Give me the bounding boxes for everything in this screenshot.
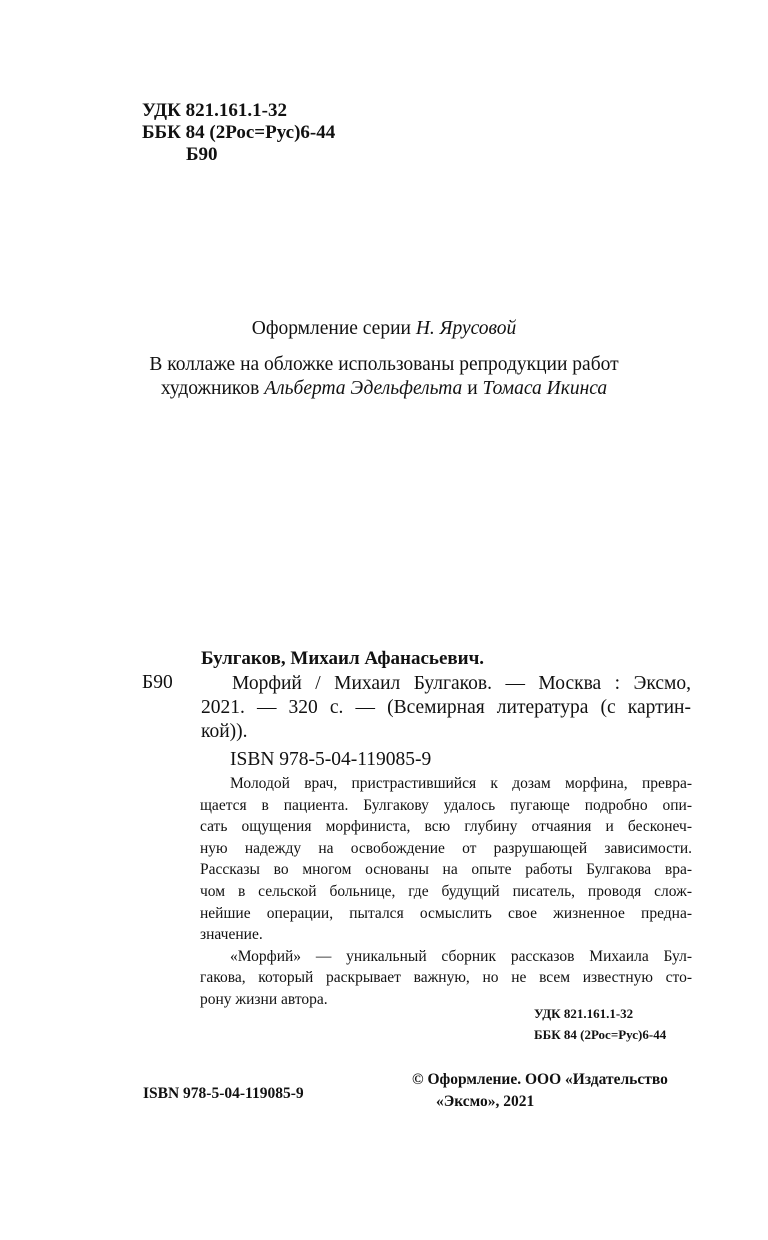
annotation-line: щается в пациента. Булгакову удалось пугающе подробно опи- [200,796,692,814]
annotation-line: нейшие операции, пытался осмыслить свое жизненное предна- [200,904,692,922]
bbk-code: ББК 84 (2Рос=Рус)6-44 [142,122,336,143]
biblio-line-3: кой)). [201,721,248,742]
footer-classification-codes [534,1003,666,1045]
footer-bbk-code: ББК 84 (2Рос=Рус)6-44 [534,1027,667,1042]
footer-udk-code: УДК 821.161.1-32 [534,1006,634,1021]
annotation-line: «Морфий» — уникальный сборник рассказов Михаила Бул- [230,947,692,965]
udk-code: УДК 821.161.1-32 [142,100,287,121]
annotation [200,773,692,1011]
annotation-line: гакова, который раскрывает важную, но не всем известную сто- [200,969,692,987]
isbn-footer: ISBN 978-5-04-119085-9 [143,1085,304,1102]
collage-credit-prefix: художников [160,378,260,399]
series-credit-prefix: Оформление серии [251,318,411,339]
biblio-line-1: Морфий / Михаил Булгаков. — Москва : Эксмо, [232,673,691,694]
annotation-line: рону жизни автора. [200,990,328,1008]
copyright-notice [412,1069,668,1112]
bibliographic-description [201,672,691,744]
copyright-line-1: © Оформление. ООО «Издательство [412,1071,668,1088]
author-heading: Булгаков, Михаил Афанасьевич. [201,648,485,669]
annotation-line: Рассказы во многом основаны на опыте работы Булгакова вра- [200,861,692,879]
annotation-line: значение. [200,926,263,944]
artist-conjunction: и [467,378,478,399]
artist-name-1: Альберта Эдельфельта [264,378,463,399]
author-mark: Б90 [186,144,218,165]
series-designer-name: Н. Ярусовой [415,318,517,339]
author-mark-side: Б90 [142,672,173,693]
copyright-line-2: «Эксмо», 2021 [436,1092,535,1110]
collage-credit-line-1: В коллаже на обложке использованы репродукции работ [149,354,619,375]
annotation-line: Молодой врач, пристрастившийся к дозам морфина, превра- [230,775,692,792]
annotation-line: ную надежду на освобождение от разрушающей зависимости. [200,839,692,857]
classification-codes [142,100,335,166]
annotation-line: сать ощущения морфиниста, всю глубину отчаяния и бесконеч- [200,818,692,836]
artist-name-2: Томаса Икинса [482,378,608,399]
collage-credit-line-2 [0,378,768,400]
series-design-credit [0,318,768,340]
biblio-line-2: 2021. — 320 с. — (Всемирная литература (с картин- [201,697,691,718]
isbn-main: ISBN 978-5-04-119085-9 [230,749,432,770]
annotation-line: чом в сельской больнице, где будущий писатель, проводя слож- [200,882,692,900]
